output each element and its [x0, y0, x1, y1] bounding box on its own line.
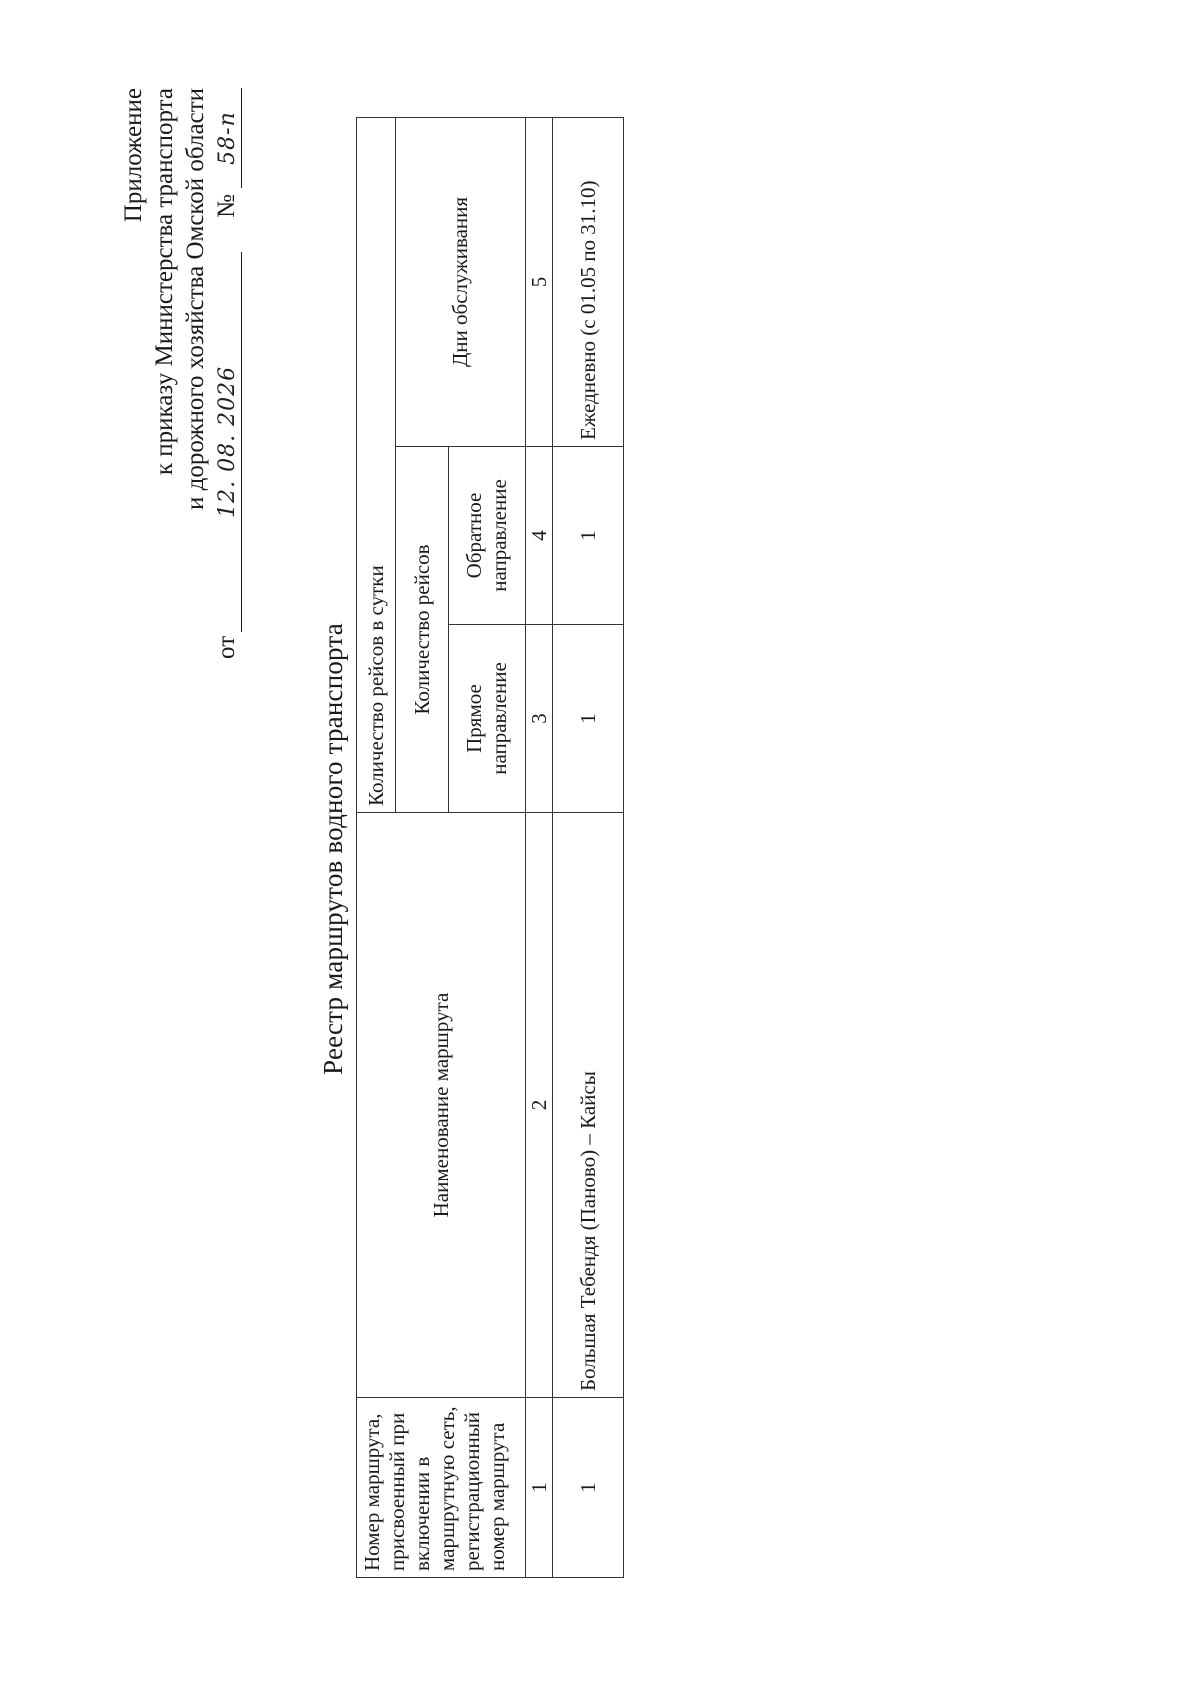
cell-route-name: Большая Тебендя (Паново) – Кайсы: [553, 813, 624, 1398]
number-prefix: №: [213, 194, 240, 218]
order-number: 58-п: [215, 88, 242, 188]
column-index: 4: [526, 447, 553, 625]
routes-registry-table: [356, 117, 624, 1578]
appendix-ministry-line: и дорожного хозяйства Омской области: [182, 88, 209, 510]
column-index: 1: [526, 1398, 553, 1578]
header-route-name: Наименование маршрута: [357, 813, 526, 1398]
column-index: 2: [526, 813, 553, 1398]
appendix-block: [118, 88, 242, 659]
cell-route-number: 1: [553, 1398, 624, 1578]
header-route-number: Номер маршрута, присвоенный при включении в маршрутную сеть, регистрационный номер маршрута: [357, 1398, 526, 1578]
column-index: 3: [526, 625, 553, 813]
appendix-order-line: к приказу Министерства транспорта: [151, 88, 178, 476]
cell-forward-trips: 1: [553, 625, 624, 813]
cell-backward-trips: 1: [553, 447, 624, 625]
table-row: [553, 117, 624, 1577]
header-service-days: Дни обслуживания: [396, 117, 526, 446]
appendix-date-number-line: [211, 88, 242, 659]
header-forward-direction: Прямое направление: [449, 625, 526, 813]
column-index-row: [526, 117, 553, 1577]
column-index: 5: [526, 117, 553, 446]
header-backward-direction: Обратное направление: [449, 447, 526, 625]
date-prefix: от: [213, 635, 240, 659]
header-trips-per-day: Количество рейсов в сутки: [357, 117, 396, 812]
document-title: Реестр маршрутов водного транспорта: [318, 623, 348, 1075]
order-date: 12. 08. 2026: [215, 252, 242, 632]
appendix-title: Приложение: [120, 88, 147, 223]
header-trip-count: Количество рейсов: [396, 447, 449, 813]
cell-service-days: Ежедневно (с 01.05 по 31.10): [553, 117, 624, 446]
